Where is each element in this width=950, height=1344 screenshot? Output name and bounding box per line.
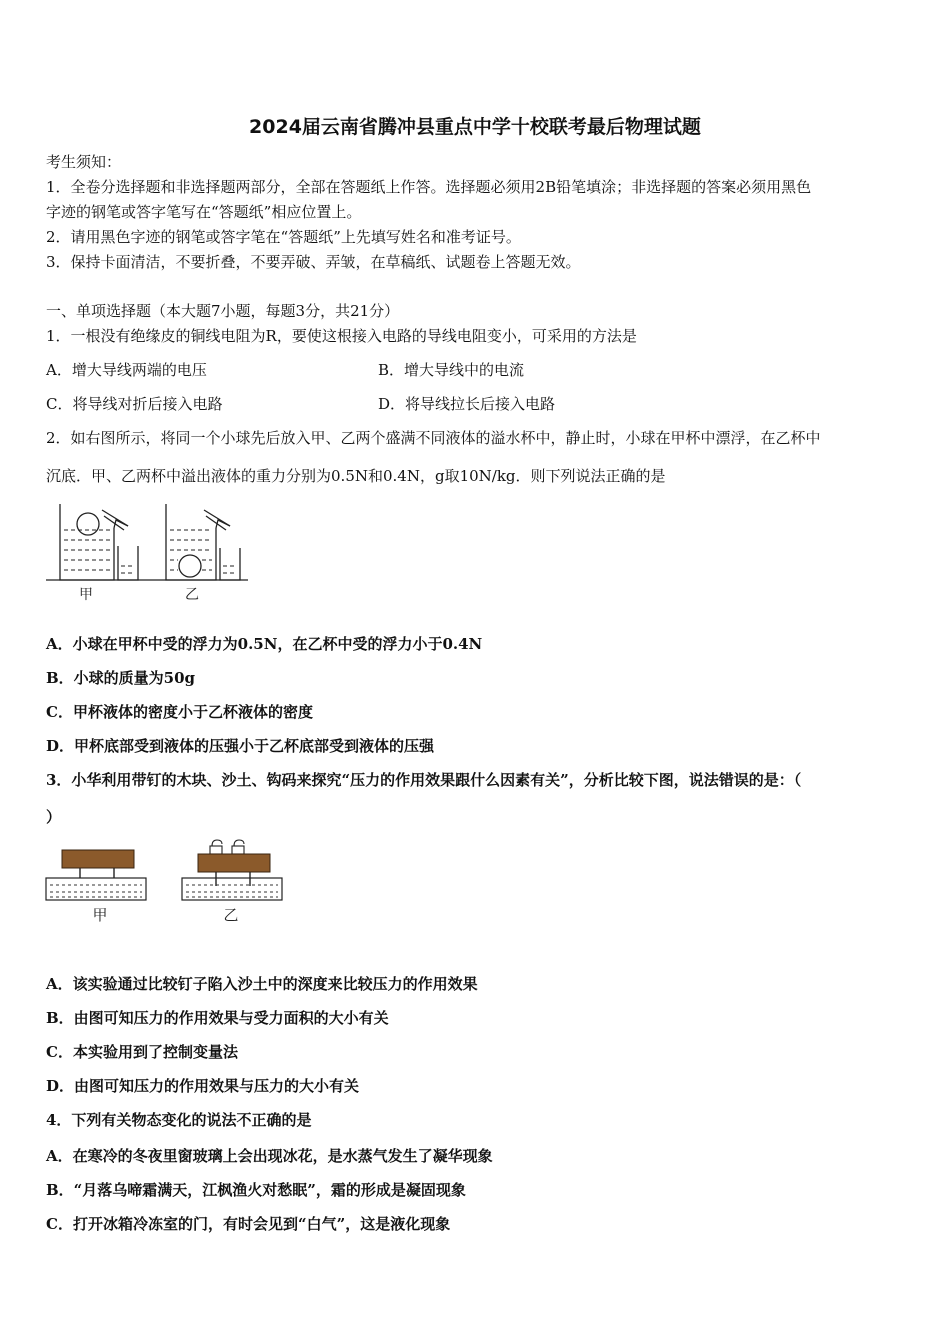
q2-stem-1: 2．如右图所示，将同一个小球先后放入甲、乙两个盛满不同液体的溢水杯中，静止时，小球在甲杯中漂浮，在乙杯中 [46,429,821,447]
q1-option-b: B．增大导线中的电流 [378,361,525,379]
q4-stem: 4．下列有关物态变化的说法不正确的是 [46,1111,312,1129]
q4-option-a: A．在寒冷的冬夜里窗玻璃上会出现冰花，是水蒸气发生了凝华现象 [46,1147,493,1165]
q3-stem-2: ） [46,808,62,826]
q2-figure-label-right: 乙 [185,587,199,603]
q2-option-c: C．甲杯液体的密度小于乙杯液体的密度 [46,703,313,721]
q3-nail-block-figure [40,834,290,926]
q3-option-a: A．该实验通过比较钉子陷入沙土中的深度来比较压力的作用效果 [46,975,478,993]
notice-line-3: 3．保持卡面清洁，不要折叠，不要弄破、弄皱，在草稿纸、试题卷上答题无效。 [46,253,581,271]
exam-title: 2024届云南省腾冲县重点中学十校联考最后物理试题 [249,116,701,138]
q4-option-c: C．打开冰箱冷冻室的门，有时会见到“白气”，这是液化现象 [46,1215,451,1233]
q2-option-b: B．小球的质量为50g [46,669,196,687]
q3-option-d: D．由图可知压力的作用效果与压力的大小有关 [46,1077,360,1095]
q3-figure-label-left: 甲 [92,906,108,924]
notice-line-1b: 字迹的钢笔或答字笔写在“答题纸”相应位置上。 [46,203,362,221]
notice-line-1a: 1．全卷分选择题和非选择题两部分，全部在答题纸上作答。选择题必须用2B铅笔填涂；非选择题的答案必须用黑色 [46,178,812,196]
q2-figure-label-left: 甲 [79,587,93,603]
q2-option-d: D．甲杯底部受到液体的压强小于乙杯底部受到液体的压强 [46,737,435,755]
notice-line-2: 2．请用黑色字迹的钢笔或答字笔在“答题纸”上先填写姓名和准考证号。 [46,228,521,246]
q3-figure-label-right: 乙 [223,906,239,924]
q1-option-d: D．将导线拉长后接入电路 [378,395,556,413]
q1-option-a: A．增大导线两端的电压 [46,361,207,379]
q4-option-b: B．“月落乌啼霜满天，江枫渔火对愁眠”，霜的形成是凝固现象 [46,1181,466,1199]
q3-stem-1: 3．小华利用带钉的木块、沙土、钩码来探究“压力的作用效果跟什么因素有关”，分析比较下图，说法错误的是：（ [46,771,802,789]
q2-overflow-cups-figure [44,496,254,606]
q2-stem-2: 沉底．甲、乙两杯中溢出液体的重力分别为0.5N和0.4N，g取10N/kg．则下列说法正确的是 [46,467,666,485]
q3-option-b: B．由图可知压力的作用效果与受力面积的大小有关 [46,1009,389,1027]
q2-option-a: A．小球在甲杯中受的浮力为0.5N，在乙杯中受的浮力小于0.4N [46,635,483,653]
notice-heading: 考生须知： [46,153,122,171]
section-heading: 一、单项选择题（本大题7小题，每题3分，共21分） [46,302,400,320]
q3-option-c: C．本实验用到了控制变量法 [46,1043,238,1061]
q1-stem: 1．一根没有绝缘皮的铜线电阻为R，要使这根接入电路的导线电阻变小，可采用的方法是 [46,327,637,345]
q1-option-c: C．将导线对折后接入电路 [46,395,223,413]
